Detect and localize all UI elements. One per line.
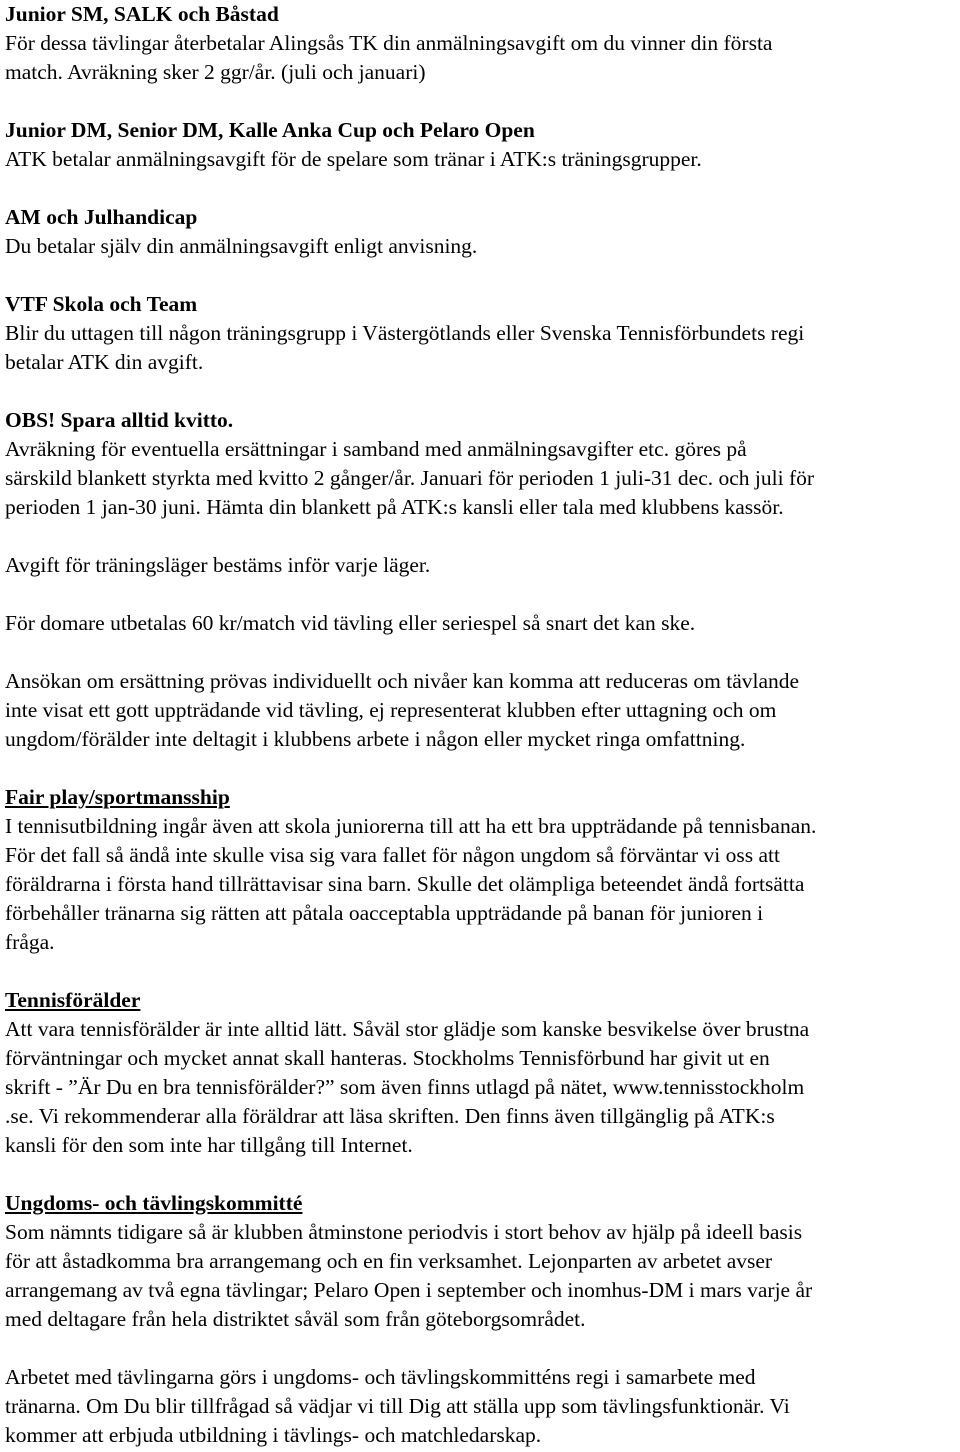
paragraph-line: För det fall så ändå inte skulle visa sig vara fallet för någon ungdom så förväntar vi oss att <box>5 843 780 867</box>
paragraph-line: Arbetet med tävlingarna görs i ungdoms- och tävlingskommitténs regi i samarbete med <box>5 1365 756 1389</box>
section-heading: OBS! Spara alltid kvitto. <box>5 408 234 432</box>
paragraph-line: För domare utbetalas 60 kr/match vid tävling eller seriespel så snart det kan ske. <box>5 611 696 635</box>
paragraph-line: föräldrarna i första hand tillrättavisar sina barn. Skulle det olämpliga beteendet ändå fortsätta <box>5 872 805 896</box>
section-heading: VTF Skola och Team <box>5 292 198 316</box>
paragraph-line: perioden 1 jan-30 juni. Hämta din blankett på ATK:s kansli eller tala med klubbens kassör. <box>5 495 784 519</box>
section-heading: AM och Julhandicap <box>5 205 198 229</box>
paragraph-line: särskild blankett styrkta med kvitto 2 gånger/år. Januari för perioden 1 juli-31 dec. och juli för <box>5 466 815 490</box>
paragraph-line: kansli för den som inte har tillgång till Internet. <box>5 1133 413 1157</box>
paragraph-line: Du betalar själv din anmälningsavgift enligt anvisning. <box>5 234 478 258</box>
paragraph-line: Ansökan om ersättning prövas individuellt och nivåer kan komma att reduceras om tävlande <box>5 669 800 693</box>
paragraph-line: tränarna. Om Du blir tillfrågad så vädjar vi till Dig att ställa upp som tävlingsfunktionär. Vi <box>5 1394 790 1418</box>
paragraph-line: Avräkning för eventuella ersättningar i samband med anmälningsavgifter etc. göres på <box>5 437 747 461</box>
paragraph-line: för att åstadkomma bra arrangemang och en fin verksamhet. Lejonparten av arbetet avser <box>5 1249 773 1273</box>
section-heading: Junior DM, Senior DM, Kalle Anka Cup och Pelaro Open <box>5 118 535 142</box>
paragraph-line: ATK betalar anmälningsavgift för de spelare som tränar i ATK:s träningsgrupper. <box>5 147 702 171</box>
paragraph-line: Avgift för träningsläger bestäms inför varje läger. <box>5 553 431 577</box>
paragraph-line: förbehåller tränarna sig rätten att påtala oacceptabla uppträdande på banan för junioren i <box>5 901 764 925</box>
paragraph-line: kommer att erbjuda utbildning i tävlings- och matchledarskap. <box>5 1423 542 1447</box>
paragraph-line: förväntningar och mycket annat skall hanteras. Stockholms Tennisförbund har givit ut en <box>5 1046 770 1070</box>
paragraph-line: Blir du uttagen till någon träningsgrupp i Västergötlands eller Svenska Tennisförbundets regi <box>5 321 805 345</box>
paragraph-line: med deltagare från hela distriktet såväl som från göteborgsområdet. <box>5 1307 586 1331</box>
paragraph-line: ungdom/förälder inte deltagit i klubbens arbete i någon eller mycket ringa omfattning. <box>5 727 746 751</box>
section-heading: Junior SM, SALK och Båstad <box>5 2 279 26</box>
paragraph-line: betalar ATK din avgift. <box>5 350 204 374</box>
paragraph-line: I tennisutbildning ingår även att skola juniorerna till att ha ett bra uppträdande på tennisbanan. <box>5 814 817 838</box>
paragraph-line: Att vara tennisförälder är inte alltid lätt. Såväl stor glädje som kanske besvikelse över brustna <box>5 1017 810 1041</box>
paragraph-line: fråga. <box>5 930 55 954</box>
section-heading: Tennisförälder <box>5 988 141 1012</box>
paragraph-line: Som nämnts tidigare så är klubben åtminstone periodvis i stort behov av hjälp på ideell basis <box>5 1220 803 1244</box>
paragraph-line: För dessa tävlingar återbetalar Alingsås TK din anmälningsavgift om du vinner din första <box>5 31 773 55</box>
paragraph-line: match. Avräkning sker 2 ggr/år. (juli och januari) <box>5 60 426 84</box>
section-heading: Ungdoms- och tävlingskommitté <box>5 1191 303 1215</box>
paragraph-line: skrift - ”Är Du en bra tennisförälder?” som även finns utlagd på nätet, www.tennisstockholm <box>5 1075 805 1099</box>
paragraph-line: arrangemang av två egna tävlingar; Pelaro Open i september och inomhus-DM i mars varje år <box>5 1278 813 1302</box>
paragraph-line: inte visat ett gott uppträdande vid tävling, ej representerat klubben efter uttagning och om <box>5 698 777 722</box>
paragraph-line: .se. Vi rekommenderar alla föräldrar att läsa skriften. Den finns även tillgänglig på ATK:s <box>5 1104 775 1128</box>
section-heading: Fair play/sportmansship <box>5 785 230 809</box>
